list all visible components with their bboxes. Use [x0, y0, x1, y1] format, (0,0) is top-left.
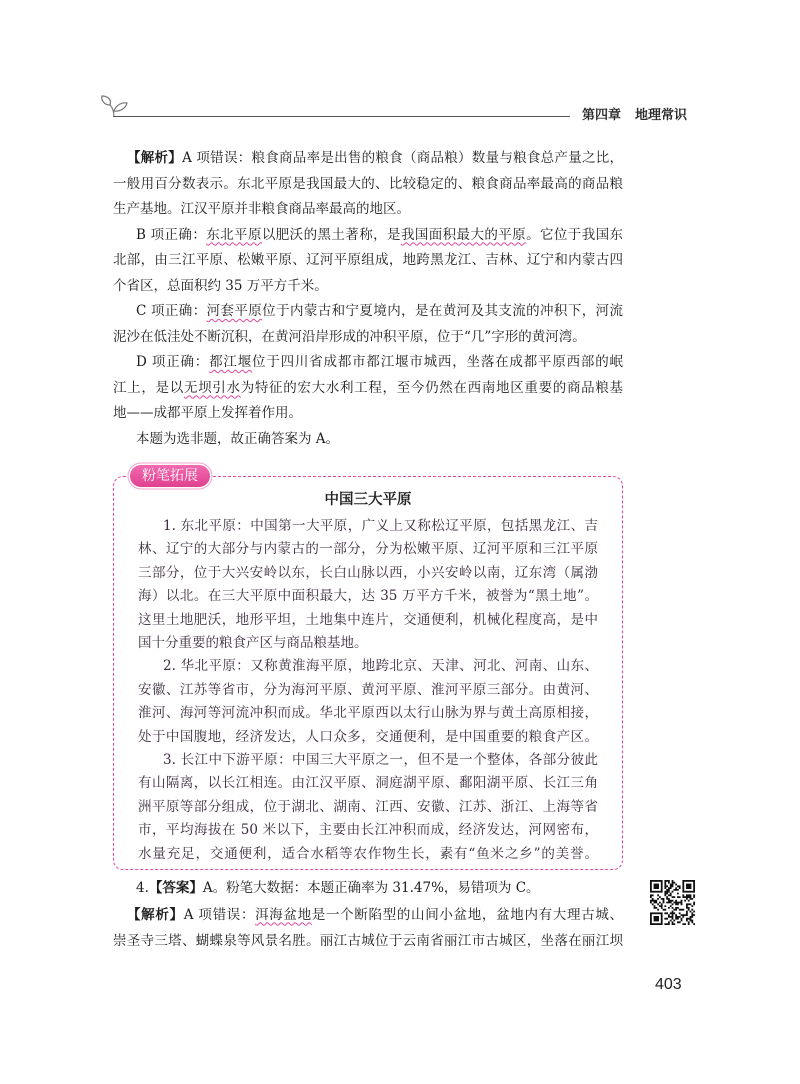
- text-segment: 崇圣寺三塔、蝴蝶泉等风景名胜。丽江古城位于云南省丽江市古城区，坐落在丽江坝: [113, 933, 623, 949]
- handwritten-line: [138, 749, 598, 772]
- text-segment: A。粉笔大数据：本题正确率为 31.47%，易错项为 C。: [202, 880, 540, 896]
- extension-box: [113, 476, 623, 870]
- text-line: [113, 350, 623, 376]
- text-segment: 三部分，位于大兴安岭以东，长白山脉以西，小兴安岭以南，辽东湾（属渤: [138, 564, 598, 581]
- text-line: [113, 401, 623, 427]
- text-line: [113, 146, 623, 172]
- wavy-underlined-term: 我国面积最大的平原: [400, 226, 527, 243]
- text-line: [113, 902, 623, 929]
- text-line: [113, 248, 623, 274]
- qr-finder-core: [654, 916, 659, 921]
- text-segment: 一般用百分数表示。东北平原是我国最大的、比较稳定的、粮食商品率最高的商品粮: [113, 175, 623, 192]
- bold-label: 【解析】: [127, 906, 184, 923]
- handwritten-line: [138, 843, 598, 866]
- text-segment: 海）以北。在三大平原中面积最大，达 35 万平方千米，被誉为“黑土地”。: [138, 588, 598, 605]
- text-segment: A 项错误：: [183, 906, 256, 923]
- handwritten-line: [138, 702, 598, 725]
- extension-tag: 粉笔拓展: [130, 465, 210, 487]
- handwritten-line: [138, 655, 598, 678]
- bold-label: 【解析】: [127, 150, 183, 166]
- text-segment: 个省区，总面积约 35 万平方千米。: [113, 277, 328, 294]
- wavy-underlined-term: 河套平原: [206, 303, 263, 319]
- wavy-underlined-term: 都江堰: [209, 354, 253, 370]
- text-segment: 2. 华北平原：又称黄淮海平原，地跨北京、天津、河北、河南、山东、: [163, 658, 598, 675]
- extension-title: 中国三大平原: [324, 492, 412, 508]
- text-segment: 江上，是以: [113, 379, 184, 396]
- text-segment: 水量充足，交通便利，适合水稻等农作物生长，素有“鱼米之乡”的美誉。: [138, 845, 598, 862]
- extension-item-north-china-plain: [138, 655, 598, 749]
- text-line: [113, 223, 623, 249]
- text-segment: 本题为选非题，故正确答案为 A。: [136, 430, 340, 447]
- text-segment: 4.: [136, 880, 149, 896]
- extension-items: [138, 515, 598, 866]
- question-4-analysis: [113, 902, 623, 955]
- handwritten-line: [138, 679, 598, 702]
- handwritten-line: [138, 772, 598, 795]
- analysis-option-d: [113, 350, 623, 427]
- text-line: [113, 274, 623, 300]
- text-line: [113, 197, 623, 223]
- chapter-title: 地理常识: [635, 108, 688, 123]
- handwritten-line: [138, 585, 598, 608]
- text-segment: 北部，由三江平原、松嫩平原、辽河平原组成，地跨黑龙江、吉林、辽宁和内蒙古四: [113, 252, 623, 268]
- question-4-answer: [113, 875, 623, 902]
- sprout-left-leaf: [102, 96, 111, 105]
- wavy-underlined-term: 洱海盆地: [255, 906, 312, 923]
- text-segment: 市，平均海拔在 50 米以下，主要由长江冲积而成，经济发达，河网密布，: [138, 822, 598, 839]
- sprout-icon: [99, 94, 129, 118]
- text-segment: 为特征的宏大水利工程，至今仍然在西南地区重要的商品粮基: [240, 379, 624, 396]
- header-rule: [113, 116, 570, 117]
- handwritten-line: [138, 632, 598, 655]
- text-segment: 位于四川省成都市都江堰市城西，坐落在成都平原西部的岷: [252, 354, 624, 370]
- text-segment: A 项错误：粮食商品率是出售的粮食（商品粮）数量与粮食总产量之比，: [182, 150, 624, 166]
- text-line: [113, 875, 623, 902]
- text-segment: 洲平原等部分组成，位于湖北、湖南、江西、安徽、江苏、浙江、上海等省: [138, 798, 598, 815]
- qr-finder-core: [686, 884, 691, 889]
- analysis-option-b: [113, 223, 623, 300]
- qr-finder-pattern: [650, 912, 663, 925]
- handwritten-line: [138, 538, 598, 561]
- analysis-conclusion: [113, 427, 623, 453]
- text-segment: 生产基地。江汉平原并非粮食商品率最高的地区。: [113, 201, 410, 217]
- text-segment: 安徽、江苏等省市，分为海河平原、黄河平原、淮河平原三部分。由黄河、: [138, 681, 598, 698]
- text-segment: D 项正确：: [136, 354, 210, 370]
- handwritten-line: [138, 515, 598, 538]
- qr-finder-pattern: [682, 880, 695, 893]
- handwritten-line: [138, 819, 598, 842]
- text-line: [113, 299, 623, 325]
- text-line: [113, 376, 623, 402]
- analysis-option-c: [113, 299, 623, 350]
- text-segment: 1. 东北平原：中国第一大平原，广义上又称松辽平原，包括黑龙江、吉: [163, 518, 598, 534]
- question-4: [113, 875, 623, 955]
- text-segment: 淮河、海河等河流冲积而成。华北平原西以太行山脉为界与黄土高原相接，: [138, 705, 598, 722]
- page-number: 403: [655, 976, 682, 993]
- text-segment: 有山隔离，以长江相连。由江汉平原、洞庭湖平原、鄱阳湖平原、长江三角: [138, 775, 598, 792]
- extension-item-northeast-plain: [138, 515, 598, 655]
- text-segment: 处于中国腹地，经济发达，人口众多，交通便利，是中国重要的粮食产区。: [138, 728, 598, 745]
- text-line: [113, 325, 623, 351]
- text-segment: 。它位于我国东: [526, 226, 624, 243]
- text-segment: B 项正确：: [136, 226, 207, 243]
- handwritten-line: [138, 609, 598, 632]
- handwritten-line: [138, 726, 598, 749]
- text-line: [113, 427, 623, 453]
- handwritten-line: [138, 562, 598, 585]
- analysis-option-a: [113, 146, 623, 223]
- extension-item-yangtze-plain: [138, 749, 598, 866]
- wavy-underlined-term: 东北平原: [206, 226, 262, 243]
- qr-code: [650, 880, 695, 925]
- running-header: [582, 108, 687, 124]
- text-segment: 是一个断陷型的山间小盆地，盆地内有大理古城、: [311, 906, 624, 923]
- text-segment: 位于内蒙古和宁夏境内，是在黄河及其支流的冲积下，河流: [262, 303, 624, 319]
- text-segment: 以肥沃的黑土著称，是: [261, 226, 401, 243]
- qr-finder-core: [654, 884, 659, 889]
- text-segment: C 项正确：: [136, 303, 207, 319]
- sprout-right-leaf: [114, 103, 127, 111]
- text-segment: 这里土地肥沃，地形平坦，土地集中连片，交通便利，机械化程度高，是中: [138, 611, 598, 628]
- text-line: [113, 928, 623, 955]
- handwritten-line: [138, 796, 598, 819]
- question-3-explanation: [113, 146, 623, 452]
- text-line: [113, 172, 623, 198]
- text-segment: 林、辽宁的大部分与内蒙古的一部分，分为松嫩平原、辽河平原和三江平原: [138, 541, 598, 558]
- text-segment: 3. 长江中下游平原：中国三大平原之一，但不是一个整体，各部分彼此: [163, 752, 598, 769]
- bold-label: 【答案】: [148, 880, 203, 896]
- wavy-underlined-term: 无坝引水: [183, 379, 241, 396]
- text-segment: 地——成都平原上发挥着作用。: [113, 405, 302, 421]
- text-segment: 国十分重要的粮食产区与商品粮基地。: [138, 635, 368, 652]
- chapter-label: 第四章: [582, 108, 622, 123]
- qr-finder-pattern: [650, 880, 663, 893]
- text-segment: 泥沙在低洼处不断沉积，在黄河沿岸形成的冲积平原，位于“几”字形的黄河湾。: [113, 328, 586, 345]
